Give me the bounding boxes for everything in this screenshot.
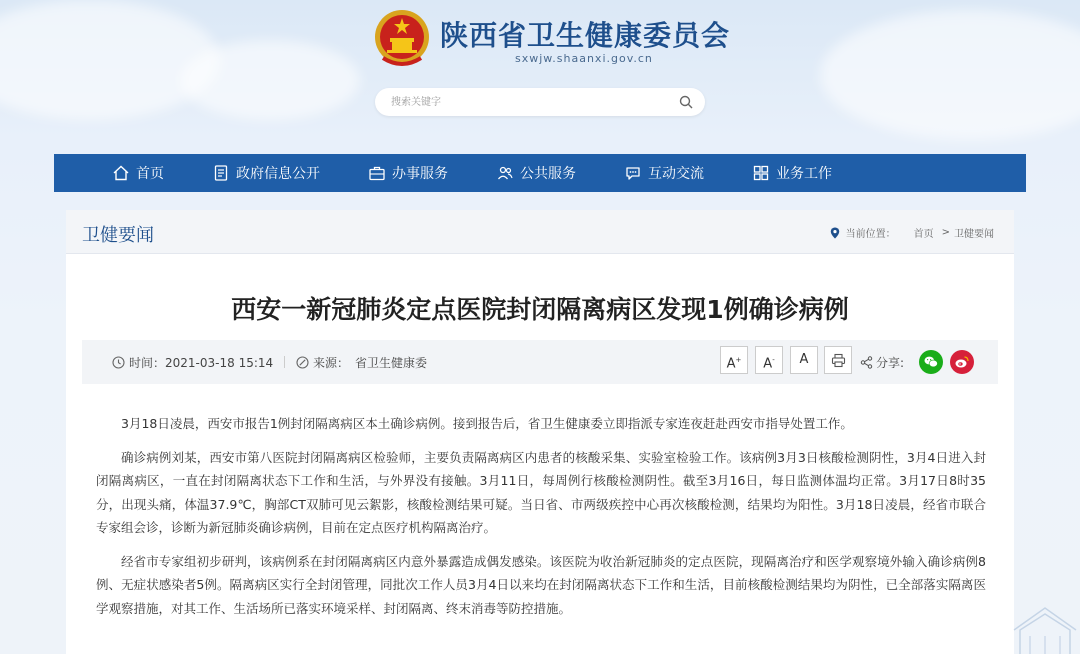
nav-item-public-service[interactable]	[496, 154, 576, 192]
breadcrumb-prefix: 当前位置：	[845, 229, 896, 240]
article-title: 西安一新冠肺炎定点医院封闭隔离病区发现1例确诊病例	[231, 295, 849, 324]
source-icon	[296, 356, 309, 369]
nav-item-gov-info[interactable]	[212, 154, 320, 192]
article-paragraph: 3月18日凌晨，西安市报告1例封闭隔离病区本土确诊病例。接到报告后，省卫生健康委立即指派专家连夜赶赴西安市指导处置工作。	[121, 416, 853, 431]
search-box	[375, 88, 705, 116]
search-icon[interactable]	[679, 95, 693, 109]
breadcrumb-home[interactable]: 首页	[913, 229, 934, 240]
site-url: sxwjw.shaanxi.gov.cn	[515, 52, 653, 65]
briefcase-icon	[368, 164, 386, 182]
nav-item-label: 公共服务	[520, 166, 576, 182]
meta-divider	[284, 356, 285, 368]
nav-item-label: 业务工作	[776, 166, 832, 182]
people-icon	[496, 164, 514, 182]
chat-icon	[624, 164, 642, 182]
share-label-text: 分享:	[876, 356, 905, 370]
font-size-large-button[interactable]	[720, 346, 748, 374]
article-body	[96, 412, 986, 630]
weibo-icon	[954, 354, 970, 370]
nav-item-interaction[interactable]	[624, 154, 704, 192]
grid-icon	[752, 164, 770, 182]
wechat-share-button[interactable]	[919, 350, 943, 374]
nav-item-services[interactable]	[368, 154, 448, 192]
wechat-icon	[923, 354, 939, 370]
font-plus-mark: +	[735, 356, 742, 364]
location-pin-icon	[830, 227, 840, 239]
national-emblem-icon	[373, 8, 431, 70]
font-medium-label: A	[763, 356, 773, 372]
article-paragraph: 确诊病例刘某，西安市第八医院封闭隔离病区检验师，主要负责隔离病区内患者的核酸采集、实验室检验工作。该病例3月3日核酸检测阴性，3月4日进入封闭隔离病区，一直在封闭隔离状态下工作和生活，与外界没有接触。3月11日，每周例行核酸检测阴性。截至3月16日，每日监测体温均正常。3月17日8时35分，出现头痛，体温37.9℃，胸部CT双肺可见云絮影，核酸检测结果可疑。当日省、市两级疾控中心再次核酸检测，结果均为阳性。3月18日凌晨，经省市联合专家组会诊，诊断为新冠肺炎确诊病例，目前在定点医疗机构隔离治疗。	[96, 449, 986, 535]
font-reset-label: A	[799, 352, 809, 367]
document-icon	[212, 164, 230, 182]
section-title: 卫健要闻	[82, 225, 154, 246]
section-header	[66, 210, 1014, 254]
time-value: 2021-03-18 15:14	[165, 355, 274, 370]
home-icon	[112, 164, 130, 182]
font-size-reset-button[interactable]	[790, 346, 818, 374]
nav-item-label: 互动交流	[648, 166, 704, 182]
main-nav	[54, 154, 1026, 192]
building-decoration-icon	[1010, 600, 1080, 654]
source-label: 来源：	[313, 356, 350, 370]
breadcrumb	[830, 225, 998, 240]
article-meta-bar	[82, 340, 998, 384]
nav-item-label: 政府信息公开	[236, 166, 320, 182]
weibo-share-button[interactable]	[950, 350, 974, 374]
print-icon	[831, 353, 846, 368]
font-minus-mark: -	[772, 356, 775, 364]
time-label: 时间：	[129, 356, 166, 370]
nav-item-label: 首页	[136, 166, 164, 182]
search-input[interactable]	[391, 94, 661, 110]
print-button[interactable]	[824, 346, 852, 374]
share-label	[860, 354, 904, 371]
content-panel	[66, 210, 1014, 654]
article-source	[296, 354, 427, 371]
site-header	[0, 0, 1080, 150]
breadcrumb-separator: >	[941, 227, 950, 238]
font-size-small-button[interactable]	[755, 346, 783, 374]
site-title[interactable]: 陕西省卫生健康委员会	[440, 19, 731, 52]
share-icon	[860, 356, 873, 369]
publish-time	[112, 354, 273, 371]
breadcrumb-current[interactable]: 卫健要闻	[954, 229, 994, 240]
nav-item-home[interactable]	[112, 154, 164, 192]
nav-item-label: 办事服务	[392, 166, 448, 182]
font-large-label: A	[726, 356, 736, 372]
clock-icon	[112, 356, 125, 369]
source-value: 省卫生健康委	[355, 356, 428, 370]
nav-item-business[interactable]	[752, 154, 832, 192]
article-paragraph: 经省市专家组初步研判，该病例系在封闭隔离病区内意外暴露造成偶发感染。该医院为收治新冠肺炎的定点医院，现隔离治疗和医学观察境外输入确诊病例8例、无症状感染者5例。隔离病区实行全封闭管理，同批次工作人员3月4日以来均在封闭隔离状态下工作和生活，目前核酸检测结果均为阴性，已全部落实隔离医学观察措施，对其工作、生活场所已落实环境采样、封闭隔离、终末消毒等防控措施。	[96, 553, 986, 616]
